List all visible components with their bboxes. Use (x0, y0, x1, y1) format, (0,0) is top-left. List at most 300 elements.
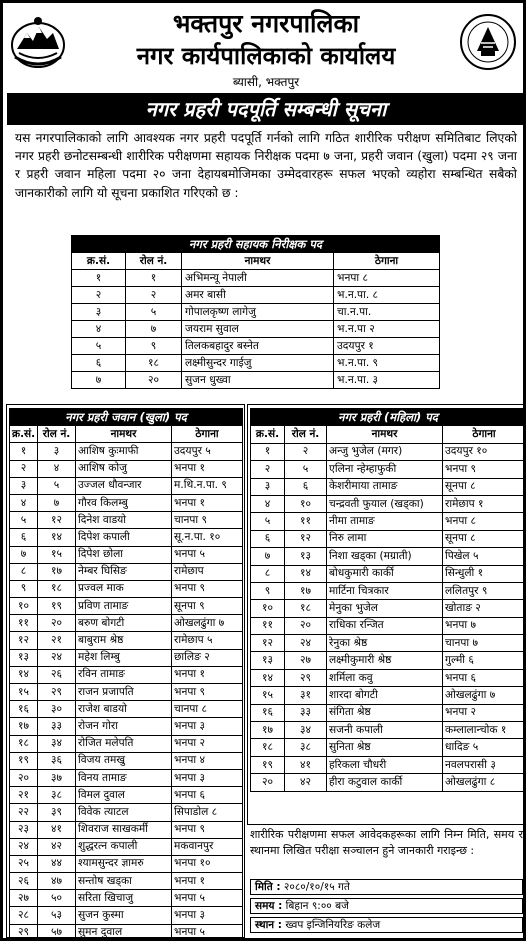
row-name: राजन प्रजापति (76, 684, 172, 701)
table-row (251, 530, 526, 547)
col-header-roll: रोल नं. (285, 426, 327, 443)
row-address: ओखलढुंगा ७ (443, 687, 526, 704)
row-name: सुनिता श्रेष्ठ (327, 739, 443, 756)
row-roll-number: ४७ (38, 873, 76, 890)
table-row (251, 582, 526, 599)
col-header-serial: क्र.सं. (72, 253, 126, 270)
row-serial: १३ (251, 652, 285, 669)
nepal-emblem-icon (9, 13, 67, 71)
row-roll-number: ५ (126, 304, 182, 321)
table-row (251, 478, 526, 495)
row-roll-number: ७ (126, 321, 182, 338)
row-address: भनपा ४ (172, 752, 243, 769)
row-roll-number: १० (285, 495, 327, 512)
row-address: भनपा २ (443, 704, 526, 721)
row-address: गुल्मी ६ (443, 652, 526, 669)
row-roll-number: २१ (38, 632, 76, 649)
row-roll-number: २४ (285, 635, 327, 652)
row-serial: ४ (72, 321, 126, 338)
row-address: चानपा ९ (172, 512, 243, 529)
table-row (10, 529, 243, 546)
row-address: सूनपा ९ (172, 598, 243, 615)
row-address: भनपा ५ (172, 924, 243, 941)
row-roll-number: १५ (38, 546, 76, 563)
row-name: तिलकबहादुर बस्नेत (182, 338, 334, 355)
row-name: प्रज्वल माक (76, 580, 172, 597)
table-row (10, 494, 243, 511)
row-name: श्यामसुन्दर ज्ञामरु (76, 855, 172, 872)
row-serial: १७ (10, 718, 38, 735)
exam-time-value: बिहान ९:०० बजे (285, 900, 349, 912)
table-row (10, 804, 243, 821)
row-roll-number: १ (126, 270, 182, 287)
table-row (10, 769, 243, 786)
row-address: भनपा ७ (443, 617, 526, 634)
table-row (10, 838, 243, 855)
col-header-name: नामथर (76, 426, 172, 443)
table-row (10, 873, 243, 890)
col-header-address: ठेगाना (334, 253, 440, 270)
row-roll-number: ३३ (38, 718, 76, 735)
row-roll-number: १८ (285, 600, 327, 617)
table-row (251, 722, 526, 739)
row-serial: ८ (10, 563, 38, 580)
row-name: विजय तमखु (76, 752, 172, 769)
row-name: नेम्बर घिसिङ (76, 563, 172, 580)
table-row (10, 907, 243, 924)
table-row (10, 546, 243, 563)
row-serial: २३ (10, 821, 38, 838)
table-row (10, 598, 243, 615)
table-row (10, 512, 243, 529)
row-roll-number: ४२ (38, 838, 76, 855)
row-serial: १८ (10, 735, 38, 752)
table-row (251, 617, 526, 634)
row-serial: ७ (10, 546, 38, 563)
row-serial: १ (251, 443, 285, 460)
col-header-roll: रोल नं. (38, 426, 76, 443)
row-serial: २७ (10, 890, 38, 907)
exam-place-row (250, 917, 523, 933)
row-name: अभिमन्यू नेपाली (182, 270, 334, 287)
row-roll-number: ३६ (38, 752, 76, 769)
row-address: भनपा १० (172, 855, 243, 872)
row-address: पिखेल ५ (443, 548, 526, 565)
row-roll-number: १४ (285, 565, 327, 582)
row-serial: १९ (10, 752, 38, 769)
exam-date-value: २०८०/१०/१५ गते (283, 881, 350, 893)
row-address: भनपा ६ (443, 669, 526, 686)
col-header-address: ठेगाना (443, 426, 526, 443)
row-serial: २० (10, 769, 38, 786)
row-roll-number: २० (285, 617, 327, 634)
row-name: गोपालकृष्ण लागेजु (182, 304, 334, 321)
table-row (10, 684, 243, 701)
office-address: ब्यासी, भक्तपुर (232, 75, 300, 89)
row-serial: ४ (251, 495, 285, 512)
row-name: सुजन धुख्वा (182, 372, 334, 389)
row-roll-number: ३३ (285, 704, 327, 721)
row-address: उदयपुर १० (443, 443, 526, 460)
row-address: भनपा ३ (172, 769, 243, 786)
table-row (10, 855, 243, 872)
row-serial: ४ (10, 494, 38, 511)
row-address: भनपा ९ (172, 684, 243, 701)
notice-title-banner: नगर प्रहरी पदपूर्ति सम्बन्धी सूचना (7, 93, 525, 125)
row-roll-number: ३० (38, 701, 76, 718)
row-name: आशिष कुःमाफी (76, 443, 172, 460)
row-address: भनपा ९ (172, 580, 243, 597)
table-row (10, 701, 243, 718)
row-roll-number: ३८ (285, 739, 327, 756)
mahila-table-caption: नगर प्रहरी (महिला) पद (251, 409, 526, 426)
row-serial: ६ (10, 529, 38, 546)
row-name: सुमन दुवाल (76, 924, 172, 941)
row-name: लक्ष्मीसुन्दर गाईजु (182, 355, 334, 372)
row-serial: ११ (251, 617, 285, 634)
row-roll-number: ५० (38, 890, 76, 907)
row-name: विमल दुवाल (76, 787, 172, 804)
row-roll-number: १८ (38, 580, 76, 597)
col-header-address: ठेगाना (172, 426, 243, 443)
written-exam-notice: शारीरिक परीक्षणमा सफल आवेदकहरूका लागि निम्न मिति, समय र स्थानमा लिखित परीक्षा सञ्चालन हुने जानकारी गराइन्छ : (250, 828, 523, 857)
row-name: अन्जु भुजेल (मगर) (327, 443, 443, 460)
row-serial: १ (72, 270, 126, 287)
row-roll-number: २ (126, 287, 182, 304)
row-name: निशा खड्का (मग्राती) (327, 548, 443, 565)
row-address: भनपा १ (172, 873, 243, 890)
row-serial: २९ (10, 924, 38, 941)
row-address: धादिङ ५ (443, 739, 526, 756)
row-roll-number: १२ (38, 512, 76, 529)
table-row (10, 460, 243, 477)
row-serial: ७ (251, 548, 285, 565)
row-roll-number: ७ (38, 494, 76, 511)
row-address: सू.न.पा. १० (172, 529, 243, 546)
row-roll-number: २ (285, 443, 327, 460)
row-name: चन्द्रवती फुयाल (खड्का) (327, 495, 443, 512)
exam-time-label: समय : (255, 900, 283, 912)
row-name: उज्जल धौवन्जार (76, 477, 172, 494)
row-address: ललितपुर ९ (443, 582, 526, 599)
row-name: सजनी कपाली (327, 722, 443, 739)
row-name: हीरा कटुवाल कार्की (327, 774, 443, 791)
row-serial: १० (251, 600, 285, 617)
table-row (251, 774, 526, 791)
row-roll-number: ३ (38, 443, 76, 460)
row-name: सरिता खिचाजु (76, 890, 172, 907)
table-row (72, 304, 440, 321)
table-row (251, 600, 526, 617)
table-row (251, 548, 526, 565)
row-serial: ३ (10, 477, 38, 494)
table-row (10, 718, 243, 735)
intro-paragraph: यस नगरपालिकाको लागि आवश्यक नगर प्रहरी पदपूर्ति गर्नको लागि गठित शारीरिक परीक्षण समितिबाट लिएको नगर प्रहरी छनोटसम्बन्धी शारीरिक परीक्षणमा सहायक निरीक्षक पदमा ७ जना, प्रहरी जवान (खुला) पदमा २९ जना र प्रहरी जवान महिला पदमा २० जना देहायबमोजिमका उम्मेदवारहरू सफल भएको व्यहोरा सम्बन्धित सबैको जानकारीको लागि यो सूचना प्रकाशित गरिएको छ : (15, 131, 517, 200)
exam-date-label: मिति : (255, 881, 281, 893)
row-name: दिपेश कपाली (76, 529, 172, 546)
row-serial: १ (10, 443, 38, 460)
row-serial: २८ (10, 907, 38, 924)
row-roll-number: ६ (285, 478, 327, 495)
row-address: छालिङ २ (172, 649, 243, 666)
row-name: विनय तामाङ (76, 769, 172, 786)
row-serial: ९ (10, 580, 38, 597)
row-address: भनपा २ (172, 735, 243, 752)
row-roll-number: १७ (38, 563, 76, 580)
row-address: रामेछाप ५ (172, 632, 243, 649)
row-name: जयराम सुवाल (182, 321, 334, 338)
row-address: भ.न.पा. ३ (334, 372, 440, 389)
row-roll-number: २९ (285, 669, 327, 686)
row-serial: ६ (72, 355, 126, 372)
table-row (10, 666, 243, 683)
row-name: एलिना न्हेम्हाफुकी (327, 461, 443, 478)
row-roll-number: ९ (126, 338, 182, 355)
row-address: भनपा ५ (172, 890, 243, 907)
row-name: शुद्धरत्न कपाली (76, 838, 172, 855)
row-name: मार्टिना चित्रकार (327, 582, 443, 599)
row-roll-number: ३८ (38, 787, 76, 804)
row-roll-number: १८ (126, 355, 182, 372)
row-serial: ६ (251, 530, 285, 547)
row-name: प्रविण तामाङ (76, 598, 172, 615)
row-roll-number: ११ (285, 513, 327, 530)
row-serial: १३ (10, 649, 38, 666)
row-address: भनपा ८ (334, 270, 440, 287)
row-roll-number: ३४ (285, 722, 327, 739)
row-serial: १५ (10, 684, 38, 701)
row-roll-number: २६ (38, 666, 76, 683)
row-roll-number: ५७ (38, 924, 76, 941)
si-results-table (71, 235, 440, 389)
table-row (251, 443, 526, 460)
row-roll-number: ४१ (38, 821, 76, 838)
row-serial: २ (72, 287, 126, 304)
col-header-serial: क्र.सं. (251, 426, 285, 443)
row-serial: २ (251, 461, 285, 478)
row-address: चा.न.पा. (334, 304, 440, 321)
table-row (251, 513, 526, 530)
row-address: भनपा ९ (172, 821, 243, 838)
row-name: महेश लिम्बु (76, 649, 172, 666)
row-address: उदयपुर १ (334, 338, 440, 355)
row-name: रोजित मलेपति (76, 735, 172, 752)
row-serial: १६ (10, 701, 38, 718)
table-row (72, 372, 440, 389)
row-name: शिवराज साखकर्मी (76, 821, 172, 838)
table-row (10, 477, 243, 494)
row-serial: ५ (251, 513, 285, 530)
table-row (251, 669, 526, 686)
row-address: भनपा १ (172, 666, 243, 683)
row-serial: ३ (72, 304, 126, 321)
row-address: सूनपा ८ (443, 478, 526, 495)
row-name: बरुण बोगटी (76, 615, 172, 632)
table-row (72, 321, 440, 338)
table-row (10, 580, 243, 597)
table-row (72, 287, 440, 304)
row-serial: ८ (251, 565, 285, 582)
table-row (10, 632, 243, 649)
table-row (72, 270, 440, 287)
exam-place-label: स्थान : (255, 919, 282, 931)
table-row (10, 821, 243, 838)
row-serial: २५ (10, 855, 38, 872)
row-roll-number: ४४ (38, 855, 76, 872)
row-address: भनपा ८ (443, 513, 526, 530)
row-roll-number: १७ (285, 582, 327, 599)
row-address: ओखलढुंगा ८ (443, 774, 526, 791)
row-serial: ७ (72, 372, 126, 389)
row-address: भनपा १ (172, 460, 243, 477)
row-name: संगिता श्रेष्ठ (327, 704, 443, 721)
row-serial: १७ (251, 722, 285, 739)
row-address: चानपा ८ (172, 701, 243, 718)
row-roll-number: ५ (285, 461, 327, 478)
row-name: अमर बासी (182, 287, 334, 304)
row-address: म.थि.न.पा. ९ (172, 477, 243, 494)
row-serial: २६ (10, 873, 38, 890)
row-address: भनपा १ (172, 494, 243, 511)
row-roll-number: २० (126, 372, 182, 389)
row-roll-number: १४ (38, 529, 76, 546)
si-table-caption: नगर प्रहरी सहायक निरीक्षक पद (72, 236, 440, 253)
row-name: हरिकला चौधरी (327, 756, 443, 773)
col-header-serial: क्र.सं. (10, 426, 38, 443)
row-name: राधिका रन्जित (327, 617, 443, 634)
row-address: भ.न.पा. ८ (334, 287, 440, 304)
row-name: राजेश बाडयो (76, 701, 172, 718)
row-serial: ९ (251, 582, 285, 599)
table-row (10, 615, 243, 632)
row-address: चानपा ७ (443, 635, 526, 652)
row-name: गौरव किलम्बु (76, 494, 172, 511)
row-roll-number: २० (38, 615, 76, 632)
row-name: दिनेश वाडयो (76, 512, 172, 529)
row-address: ओखलढुंगा ७ (172, 615, 243, 632)
row-serial: ३ (251, 478, 285, 495)
row-address: भनपा ६ (172, 787, 243, 804)
table-row (251, 739, 526, 756)
row-serial: ५ (10, 512, 38, 529)
row-roll-number: १३ (285, 548, 327, 565)
row-serial: ५ (72, 338, 126, 355)
table-row (251, 495, 526, 512)
row-address: रामेछाप १ (443, 495, 526, 512)
row-roll-number: ४२ (285, 774, 327, 791)
row-name: केशरीमाया तामाङ (327, 478, 443, 495)
row-serial: २२ (10, 804, 38, 821)
row-name: आशिष कोजु (76, 460, 172, 477)
row-name: सन्तोष खड्का (76, 873, 172, 890)
table-row (72, 355, 440, 372)
row-name: नीमा तामाङ (327, 513, 443, 530)
row-roll-number: २९ (38, 684, 76, 701)
table-row (10, 752, 243, 769)
table-row (251, 687, 526, 704)
row-serial: २० (251, 774, 285, 791)
table-row (251, 565, 526, 582)
table-row (10, 924, 243, 941)
row-address: सिपाडोल ८ (172, 804, 243, 821)
row-serial: २४ (10, 838, 38, 855)
row-serial: १५ (251, 687, 285, 704)
table-row (10, 735, 243, 752)
row-serial: १९ (251, 756, 285, 773)
row-serial: १६ (251, 704, 285, 721)
row-serial: ११ (10, 615, 38, 632)
row-serial: १८ (251, 739, 285, 756)
row-roll-number: ४ (38, 460, 76, 477)
exam-place-value: ख्वप इन्जिनियरिङ कलेज (285, 919, 381, 931)
office-name: नगर कार्यपालिकाको कार्यालय (136, 42, 396, 70)
table-row (72, 338, 440, 355)
col-header-name: नामथर (182, 253, 334, 270)
row-address: भनपा ९ (443, 461, 526, 478)
table-row (251, 652, 526, 669)
row-serial: १४ (10, 666, 38, 683)
row-name: मेनुका भुजेल (327, 600, 443, 617)
row-name: बाबुराम श्रेष्ठ (76, 632, 172, 649)
row-address: सूनपा ८ (443, 530, 526, 547)
table-row (251, 461, 526, 478)
row-name: दिपेश छोला (76, 546, 172, 563)
row-name: रविन तामाङ (76, 666, 172, 683)
table-row (10, 649, 243, 666)
row-address: भ.न.पा. ९ (334, 355, 440, 372)
row-address: रामेछाप (172, 563, 243, 580)
row-address: उदयपुर ५ (172, 443, 243, 460)
col-header-name: नामथर (327, 426, 443, 443)
row-name: विवेक त्याटल (76, 804, 172, 821)
row-serial: १० (10, 598, 38, 615)
row-roll-number: ४१ (285, 756, 327, 773)
exam-time-row (250, 898, 523, 914)
jawan-results-table (9, 408, 243, 941)
row-address: सिन्धुली १ (443, 565, 526, 582)
row-roll-number: ५ (38, 477, 76, 494)
row-address: भनपा ५ (172, 546, 243, 563)
table-row (10, 563, 243, 580)
row-roll-number: ३१ (285, 687, 327, 704)
table-row (10, 787, 243, 804)
row-name: सुजन कुस्मा (76, 907, 172, 924)
row-serial: १२ (10, 632, 38, 649)
row-roll-number: २७ (285, 652, 327, 669)
row-address: भनपा ३ (172, 907, 243, 924)
row-roll-number: ३४ (38, 735, 76, 752)
table-row (10, 443, 243, 460)
row-address: भ.न.पा २ (334, 321, 440, 338)
table-row (251, 635, 526, 652)
row-address: मकवानपुर (172, 838, 243, 855)
row-name: रेनुका श्रेष्ठ (327, 635, 443, 652)
jawan-table-caption: नगर प्रहरी जवान (खुला) पद (10, 409, 243, 426)
row-name: शारदा बोगटी (327, 687, 443, 704)
row-serial: १४ (251, 669, 285, 686)
bhaktapur-municipality-seal-icon (459, 13, 517, 71)
row-name: बोधकुमारी कार्की (327, 565, 443, 582)
row-roll-number: ३९ (38, 804, 76, 821)
row-address: भनपा ३ (172, 718, 243, 735)
row-serial: २ (10, 460, 38, 477)
row-roll-number: १२ (285, 530, 327, 547)
row-name: निरु लामा (327, 530, 443, 547)
row-serial: २१ (10, 787, 38, 804)
row-name: शर्मिला कवु (327, 669, 443, 686)
row-roll-number: ५३ (38, 907, 76, 924)
municipality-name: भक्तपुर नगरपालिका (172, 9, 360, 38)
